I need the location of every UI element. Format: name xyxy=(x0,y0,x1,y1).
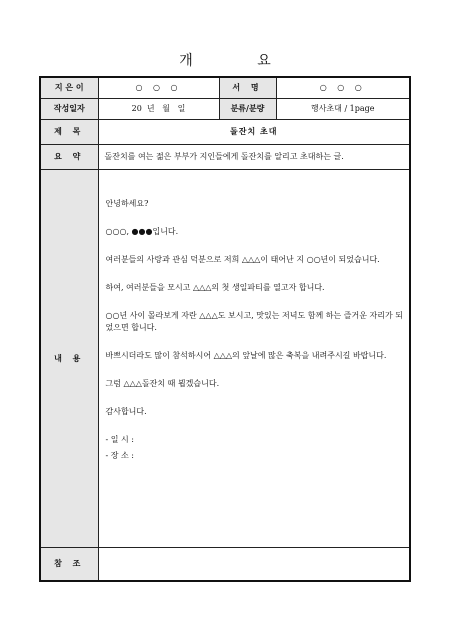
summary-row xyxy=(40,144,410,169)
date-value: 20 년 월 일 xyxy=(98,98,219,119)
signature-value: ○ ○ ○ xyxy=(276,77,410,98)
date-row xyxy=(40,98,410,119)
paragraph-5: 그럼 △△△돌잔치 때 뵙겠습니다. xyxy=(105,378,220,388)
intro-text: ○○○, ●●●입니다. xyxy=(105,226,179,236)
category-value: 행사초대 / 1page xyxy=(276,98,410,119)
subject-value: 돌잔치 초대 xyxy=(98,119,410,144)
paragraph-3: ○○년 사이 몰라보게 자란 △△△도 보시고, 맛있는 저녁도 함께 하는 즐거운 자리가 되었으면 합니다. xyxy=(105,310,403,332)
author-label: 지 은 이 xyxy=(40,77,98,98)
subject-row xyxy=(40,119,410,144)
paragraph-1: 여러분들의 사랑과 관심 덕분으로 저희 △△△이 태어난 지 ○○년이 되었습니다. xyxy=(105,254,380,264)
content-row xyxy=(40,169,410,547)
reference-label: 참 조 xyxy=(40,547,98,581)
paragraph-2: 하여, 여러분들을 모시고 △△△의 첫 생일파티를 열고자 합니다. xyxy=(105,282,325,292)
greeting-text: 안녕하세요? xyxy=(105,198,149,208)
thanks-text: 감사합니다. xyxy=(105,406,147,416)
author-row xyxy=(40,77,410,98)
subject-label: 제 목 xyxy=(40,119,98,144)
signature-label: 서 명 xyxy=(219,77,276,98)
content-label: 내 용 xyxy=(40,169,98,547)
event-date-line: - 일 시 : xyxy=(105,434,134,444)
overview-form xyxy=(39,76,411,582)
paragraph-4: 바쁘시더라도 많이 참석하시어 △△△의 앞날에 많은 축복을 내려주시길 바랍니다. xyxy=(105,350,387,360)
content-body xyxy=(98,169,410,547)
author-value: ○ ○ ○ xyxy=(98,77,219,98)
category-label: 분류/분량 xyxy=(219,98,276,119)
date-label: 작성일자 xyxy=(40,98,98,119)
document-title: 개 요 xyxy=(179,53,301,69)
reference-value xyxy=(98,547,410,581)
event-place-line: - 장 소 : xyxy=(105,450,134,460)
summary-value: 돌잔치를 여는 젊은 부부가 지인들에게 돌잔치를 알리고 초대하는 글. xyxy=(98,144,410,169)
reference-row xyxy=(40,547,410,581)
summary-label: 요 약 xyxy=(40,144,98,169)
